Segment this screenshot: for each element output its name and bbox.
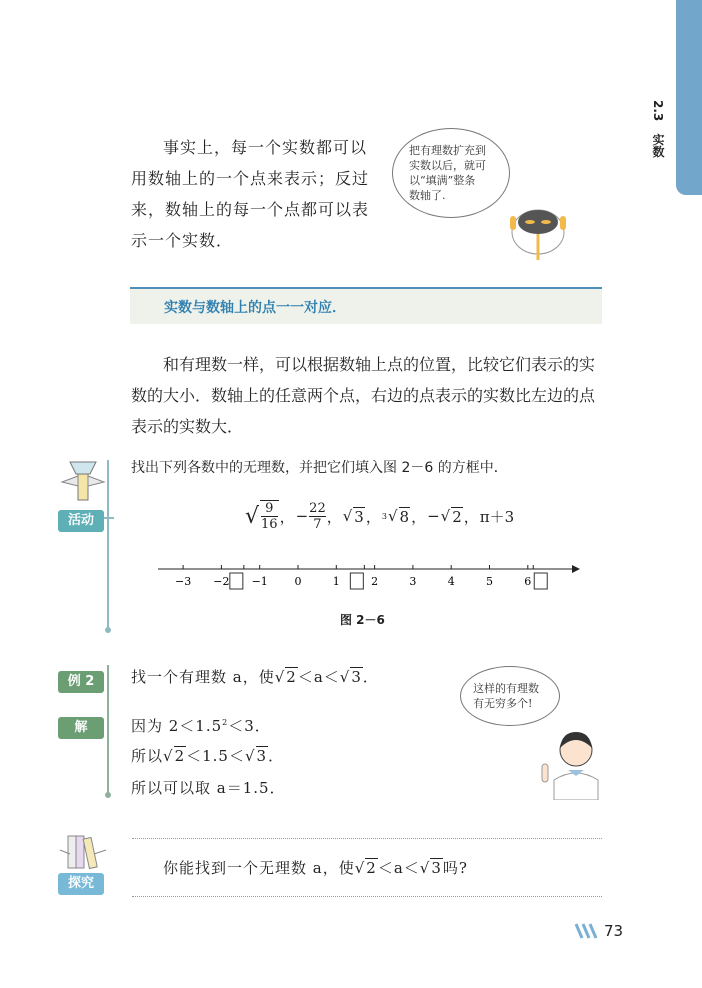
key-point-text: 实数与数轴上的点一一对应． xyxy=(164,300,346,316)
text: 因为 2＜1.5 xyxy=(131,717,223,735)
paragraph-line: 表示的实数大． xyxy=(131,417,244,436)
radicand: 8 xyxy=(399,507,410,526)
tick-label: 5 xyxy=(486,575,493,588)
girl-speech-bubble xyxy=(460,666,560,726)
bubble-line: 把有理数扩充到 xyxy=(409,144,486,157)
number-line xyxy=(0,550,702,600)
separator: ， xyxy=(463,507,479,526)
paragraph-line: 和有理数一样，可以根据数轴上点的位置，比较它们表示的实 xyxy=(163,355,596,374)
text: ． xyxy=(362,668,379,686)
solution-line-3: 所以可以取 a＝1.5． xyxy=(131,779,286,797)
explore-books-icon xyxy=(58,832,108,872)
activity-divider xyxy=(107,460,109,630)
text: ＜3． xyxy=(228,717,271,735)
compare-paragraph xyxy=(131,349,631,442)
solution-line-2: 所以√2＜1.5＜√3． xyxy=(131,747,285,765)
answer-box[interactable] xyxy=(534,573,547,589)
example-tag: 例 2 xyxy=(58,671,104,693)
text: 所以 xyxy=(131,747,164,765)
radicand: 2 xyxy=(366,859,377,877)
robot-illustration xyxy=(500,190,580,270)
tick-label: 6 xyxy=(524,575,532,588)
robot-speech-bubble xyxy=(392,128,510,218)
radicand: 3 xyxy=(351,668,362,686)
page-number: 73 xyxy=(604,922,624,940)
intro-line: 事实上，每一个实数都可以 xyxy=(163,138,368,157)
separator: ， xyxy=(365,507,381,526)
pi-plus-3: π＋3 xyxy=(479,507,515,526)
radicand: 3 xyxy=(256,747,268,765)
exponent: 2 xyxy=(222,718,229,727)
bubble-line: 有无穷多个! xyxy=(473,697,533,710)
explore-question: 你能找到一个无理数 a，使√2＜a＜√3吗? xyxy=(163,859,468,877)
radicand: 2 xyxy=(174,747,186,765)
radicand: 3 xyxy=(431,859,442,877)
page-stripes-icon xyxy=(574,922,600,940)
text: ＜1.5＜ xyxy=(186,747,245,765)
girl-illustration xyxy=(540,730,606,800)
fraction-denominator: 7 xyxy=(313,516,322,532)
bubble-line: 以“填满”整条 xyxy=(409,174,476,187)
example-divider xyxy=(107,665,109,795)
minus-sign: − xyxy=(295,507,309,525)
tick-label: 1 xyxy=(332,575,340,588)
tick-label: 2 xyxy=(371,575,379,588)
tick-label: 0 xyxy=(294,575,302,588)
text: ． xyxy=(268,747,285,765)
explore-top-divider xyxy=(132,838,602,839)
text: 找一个有理数 a，使 xyxy=(131,668,275,686)
intro-line: 来，数轴上的每一个点都可以表 xyxy=(131,200,370,219)
fraction-numerator: 9 xyxy=(261,501,278,517)
tick-label: −3 xyxy=(174,575,192,588)
activity-instruction: 找出下列各数中的无理数，并把它们填入图 2－6 的方框中． xyxy=(131,460,508,476)
section-label xyxy=(650,100,667,157)
example-problem: 找一个有理数 a，使√2＜a＜√3． xyxy=(131,668,379,686)
bubble-line: 实数以后，就可 xyxy=(409,159,486,172)
explore-tag: 探究 xyxy=(58,873,104,895)
radicand: 2 xyxy=(286,668,297,686)
activity-icon xyxy=(58,458,108,503)
intro-paragraph xyxy=(131,132,381,256)
fraction-denominator: 16 xyxy=(261,517,278,532)
separator: ， xyxy=(279,507,295,526)
solution-line-1 xyxy=(131,707,271,742)
minus-sign: − xyxy=(427,507,440,525)
tick-label: −2 xyxy=(213,575,230,588)
bubble-line: 这样的有理数 xyxy=(473,682,539,695)
radicand: 2 xyxy=(452,507,462,526)
example-end-dot xyxy=(105,792,111,798)
intro-line: 示一个实数． xyxy=(131,231,234,250)
answer-box[interactable] xyxy=(230,573,243,589)
answer-box[interactable] xyxy=(350,573,363,589)
separator: ， xyxy=(411,507,427,526)
paragraph-line: 数的大小．数轴上的任意两个点，右边的点表示的实数比左边的点 xyxy=(131,386,596,405)
radicand: 3 xyxy=(354,507,364,526)
text: ＜a＜ xyxy=(377,859,420,877)
tick-label: 4 xyxy=(447,575,455,588)
solution-tag: 解 xyxy=(58,717,104,739)
activity-connector xyxy=(104,517,114,519)
activity-end-dot xyxy=(105,627,111,633)
tick-label: 3 xyxy=(409,575,417,588)
key-point-box xyxy=(130,287,602,324)
explore-bottom-divider xyxy=(132,896,602,897)
activity-tag: 活动 xyxy=(58,510,104,532)
tick-label: −1 xyxy=(251,575,268,588)
section-number: 2.3 xyxy=(651,100,665,122)
text: 吗? xyxy=(442,859,468,877)
root-index: 3 xyxy=(381,511,387,521)
axis-arrow-icon xyxy=(572,565,580,573)
intro-line: 用数轴上的一个点来表示；反过 xyxy=(131,169,370,188)
separator: ， xyxy=(326,507,342,526)
text: ＜a＜ xyxy=(297,668,340,686)
section-tab xyxy=(676,0,702,195)
number-list: √ $\frac{9}{16}$ ， − $\frac{22}{7}$ ， √ 3 ， 3 √ 8 ， − √ 2 ， π＋3 xyxy=(245,500,515,532)
section-title: 实数 xyxy=(651,133,665,158)
bubble-line: 数轴了. xyxy=(409,189,446,202)
text: 你能找到一个无理数 a，使 xyxy=(163,859,355,877)
fraction-numerator: 22 xyxy=(309,500,326,516)
figure-caption: 图 2－6 xyxy=(340,613,385,627)
